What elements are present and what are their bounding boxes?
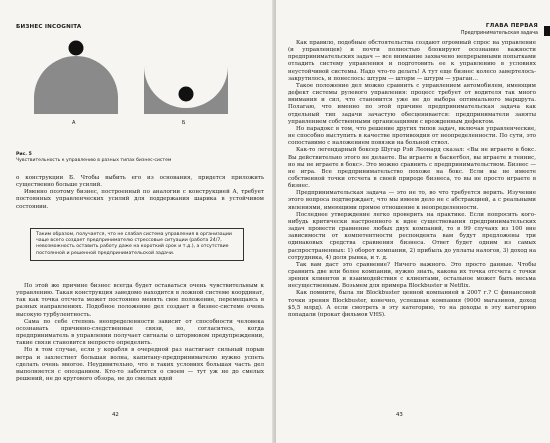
paragraph: о конструкции Б. Чтобы выбить его из основания, придется приложить существенно больше усилий. (16, 175, 264, 189)
right-text (288, 40, 536, 319)
figure-label-b: Б (182, 120, 186, 126)
ball-a (69, 41, 84, 56)
paragraph: Но парадокс в том, что решение других типов задач, включая управленческие, не способно выступить в качестве противоядия от неопределенности. По сути, это сопоставимо с наложением повязки на больной ствол. (288, 125, 536, 147)
page-number: 42 (112, 412, 119, 418)
left-text-top (16, 175, 264, 211)
paragraph: Последнее утверждение легко проверить на практике. Если попросить кого-нибудь критически настроенного к идее существования предпринимательских задач провести сравнение любых двух компаний, то в 99 случаях из 100 вне зависимости от компетентности респондента вам будут предложены три одинаковых средства сравнения бизнеса. Ответ будет одним из самых распространенных: 1) оборот компании, 2) прибыль до уплаты налогов, 3) доход на сотрудника, 4) доля рынка, и т. д. (288, 211, 536, 261)
figure-illustration (16, 36, 264, 146)
paragraph: Как-то легендарный боксер Шугар Рэй Леонард сказал: «Вы не играете в бокс. Вы действительно этого не делаете. Вы играете в баскетбол, вы играете в теннис, но вы не играете в бокс». Это можно сравнить с предпринимательством. Бизнес — не игра. Все предпринимательство похоже на бокс. Если вы не имеете собственной точки отсчета в своей природе бизнеса, то вы не просто играете в бизнес. (288, 147, 536, 190)
ball-b (179, 87, 194, 102)
paragraph: Как правило, подобные обстоятельства создают огромный спрос на управление (и управленцев) и почти полностью блокируют осознание важности предпринимательских задач — все внимание захвачено непрерывными попытками отладить систему управления и подготовить ее к управлению в условиях неустойчивой системы. Надо что-то делать! А тут еще бизнес колесо завертелось-закрутилось, и понеслось: штурм — шторм — штурм — ураган… (288, 40, 536, 82)
caption-title: Рис. 5 (16, 152, 32, 157)
paragraph: Сама по себе степень неопределенности зависит от способности человека осознавать причинно-следственные связи, но, согласитесь, когда предприниматель в управлении получает сигналы о штормовом предупреждении, такие связи становится непросто определить. (16, 318, 264, 347)
chapter-title: ГЛАВА ПЕРВАЯ (485, 23, 538, 29)
construction-b (144, 66, 228, 114)
edge-tab-marker (544, 26, 550, 36)
dome-shape (34, 56, 118, 114)
figure-label-a: А (72, 120, 76, 126)
callout-text: Таким образом, получается, что не слабая система управления в организации чаще всего создает предпринимателю стрессовые ситуации (работа 24/7, невозможность оставить работу даже на короткий срок и т.д.), а отсутствие постоянной и решенной предпринимательской задачи. (36, 232, 232, 256)
paragraph: Как помните, была ли Blockbuster ценной компанией в 2007 г.? С финансовой точки зрения Blockbuster, конечно, успешная компания (9000 магазинов, доход $5,5 млрд). А если смотреть в эту категорию, то на доходы в эту категорию попадали (прокат фильмов VHS). (288, 290, 536, 318)
section-title: Предпринимательская задача (460, 31, 538, 36)
paragraph: По этой же причине бизнес всегда будет оставаться очень чувствительным к управлению. Такая конструкция заведомо находится в ложной системе координат, так как точка отсчета может постоянно менять свое положение, перемещаясь в разных направлениях. Подобное положение дел создает в бизнес-системе очень высокую турбулентность. (16, 283, 264, 318)
left-page (0, 0, 274, 443)
page-number: 43 (396, 412, 403, 418)
paragraph: Предпринимательская задача — это не то, во что требуется верить. Изучение этого вопроса подтверждает, что мы имеем дело не с абстракцией, а с реальными явлениями, имеющими прямое отношение к неопределенности. (288, 190, 536, 211)
paragraph: Но в том случае, если у корабля в очередной раз настигает сильный порыв ветра и захлестнет большая волна, капитану-предпринимателю нужно успеть сделать очень многое. Неудивительно, что в таких условиях большая часть дел выполняется с опозданием. Кто-то заботится о своем — тут уж не до смелых решений, не до кругового обзора, не до смелых идей (16, 347, 264, 383)
left-text-bottom (16, 283, 264, 383)
running-head (461, 23, 538, 37)
construction-a (34, 41, 118, 115)
running-head: БИЗНЕС INCOGNITA (16, 24, 82, 30)
caption-text: Чувствительность к управлению в разных типах бизнес-систем (16, 158, 172, 164)
figure-caption (16, 152, 264, 164)
callout-box (30, 228, 244, 261)
paragraph: Так вам даст это сравнение? Ничего важного. Это просто данные. Чтобы сравнить две или более компании, нужно знать, какова их точка отсчета с точки зрения клиентов и взаимодействия с клиентами, остальное может быть весьма несущественным. Возьмем для примера Blockbuster и Netflix. (288, 261, 536, 290)
right-page (276, 0, 550, 443)
figure (16, 36, 264, 146)
paragraph: Такое положение дел можно сравнить с управлением автомобилем, имеющим дефект системы рулевого управления: процесс требует от водителя так много внимания и сил, что становится уже не до выбора оптимального маршрута. Полагаю, что именно по этой причине предпринимательская задача как отдельный тип задачи зачастую обесценивается: предприниматели заняты управлением собственными организациями с врожденным дефектом. (288, 82, 536, 125)
paragraph: Именно поэтому бизнес, построенный по аналогии с конструкцией А, требует постоянных управленческих усилий для поддержания шарика в устойчивом состоянии. (16, 189, 264, 210)
